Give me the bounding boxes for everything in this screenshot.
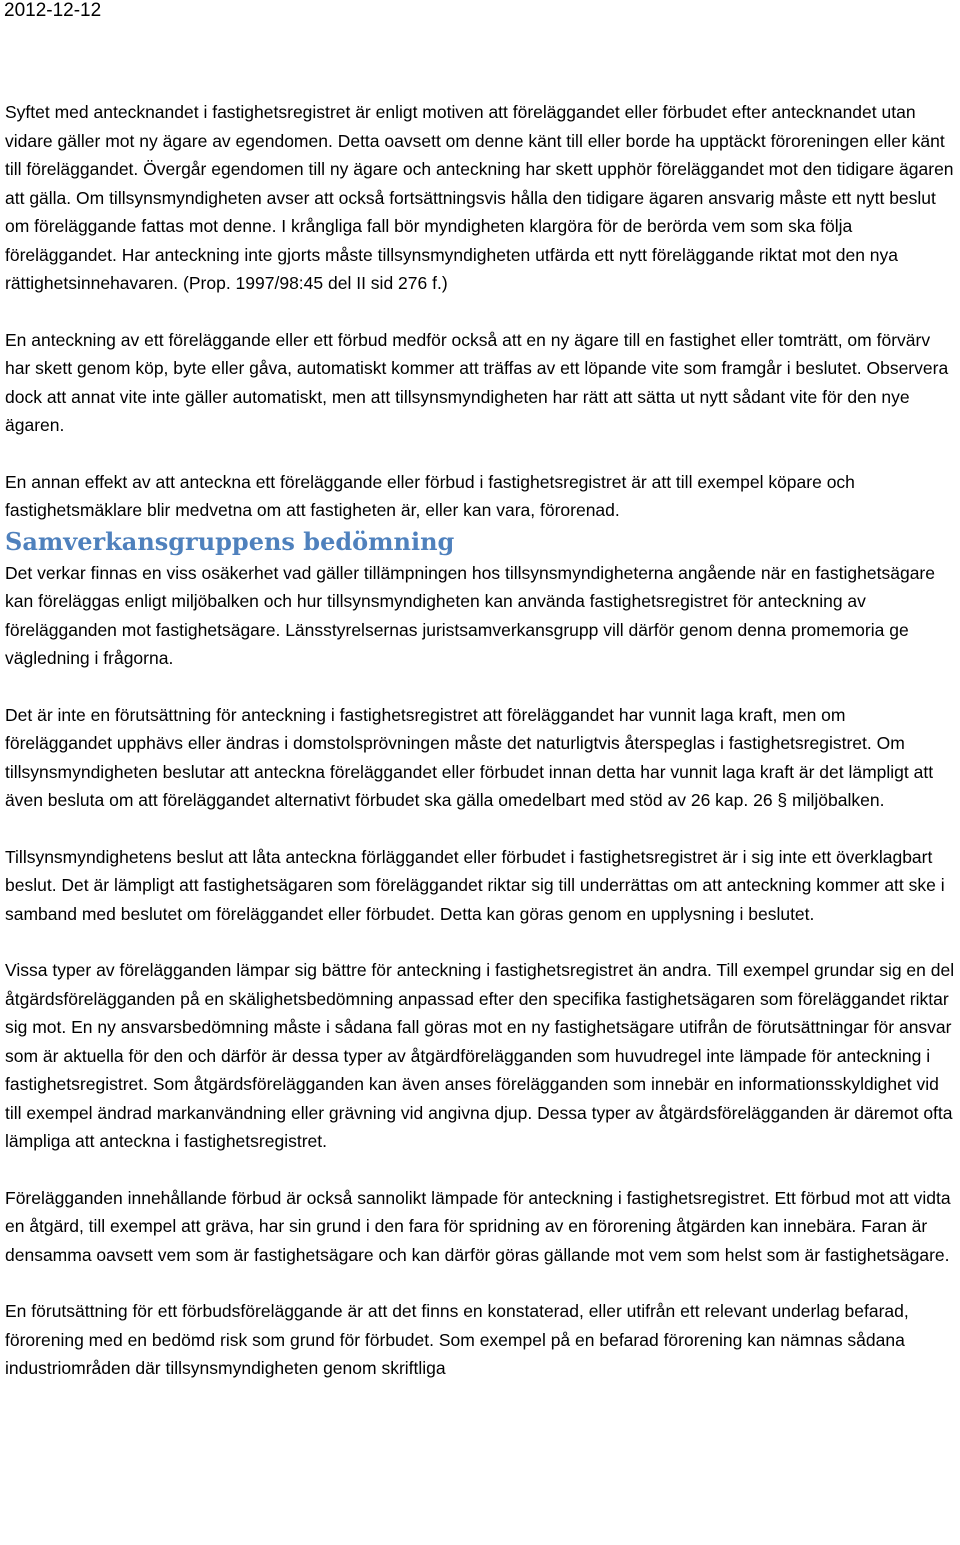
paragraph-buyer-awareness: En annan effekt av att anteckna ett föreläggande eller förbud i fastighetsregistret är att till exempel köpare och fastighetsmäklare blir medvetna om att fastigheten är, eller kan vara, förorenad. — [5, 471, 855, 520]
document-date: 2012-12-12 — [4, 0, 102, 21]
paragraph-prohibitions: Förelägganden innehållande förbud är också sannolikt lämpade för anteckning i fastighetsregistret. Ett förbud mot att vidta en åtgärd, till exempel att gräva, har sin grund i den fara för spridning av en förorening åtgärden kan innebära. Faran är densamma oavsett vem som är fastighetsägare och kan därför göras gällande mot vem som helst som är fastighetsägare. — [5, 1187, 951, 1265]
paragraph-appeal: Tillsynsmyndighetens beslut att låta anteckna förläggandet eller förbudet i fastighetsregistret är i sig inte ett överklagbart beslut. Det är lämpligt att fastighetsägaren som föreläggandet riktar sig till underrättas om att anteckning kommer att ske i samband med beslutet om föreläggandet eller förbudet. Detta kan göras genom en upplysning i beslutet. — [5, 846, 945, 924]
paragraph-order-types: Vissa typer av förelägganden lämpar sig bättre för anteckning i fastighetsregistret än andra. Till exempel grundar sig en del åtgärdsförelägganden på en skälighetsbedömning anpassad efter den specifika fastighetsägaren som föreläggandet riktar sig mot. En ny ansvarsbedömning måste i sådana fall göras mot en ny fastighetsägare utifrån de förutsättningar för ansvar som är aktuella för den och därför är dessa typer av åtgärdförelägganden som huvudregel inte lämpade för anteckning i fastighetsregistret. Som åtgärdsförelägganden kan även anses förelägganden som innebär en informationsskyldighet vid till exempel ändrad markanvändning eller grävning vid angivna djup. Dessa typer av åtgärdsförelägganden är däremot ofta lämpliga att anteckna i fastighetsregistret. — [5, 960, 955, 1151]
paragraph-legal-force: Det är inte en förutsättning för anteckning i fastighetsregistret att föreläggandet har vunnit laga kraft, men om föreläggandet upphävs eller ändras i domstolsprövningen måste det naturligtvis återspeglas i fastighetsregistret. Om tillsynsmyndigheten beslutar att anteckna föreläggandet eller förbudet innan detta har vunnit laga kraft är det lämpligt att även besluta om att föreläggandet alternativt förbudet ska gälla omedelbart med stöd av 26 kap. 26 § miljöbalken. — [5, 704, 934, 810]
paragraph-new-owner-effect: En anteckning av ett föreläggande eller ett förbud medför också att en ny ägare till en fastighet eller tomträtt, om förvärv har skett genom köp, byte eller gåva, automatiskt kommer att träffas av ett löpande vite som framgår i beslutet. Observera dock att annat vite inte gäller automatiskt, men att tillsynsmyndigheten har rätt att sätta ut nytt sådant vite för den nye ägaren. — [5, 329, 949, 435]
paragraph-prerequisite: En förutsättning för ett förbudsföreläggande är att det finns en konstaterad, eller utifrån ett relevant underlag befarad, förorening med en bedömd risk som grund för förbudet. Som exempel på en befarad förorening kan nämnas sådana industriområden där tillsynsmyndigheten genom skriftliga — [5, 1301, 909, 1378]
paragraph-uncertainty: Det verkar finnas en viss osäkerhet vad gäller tillämpningen hos tillsynsmyndigheterna angående när en fastighetsägare kan föreläggas enligt miljöbalken och hur tillsynsmyndigheten kan använda fastighetsregistret för anteckning av förelägganden mot fastighetsägare. Länsstyrelsernas juristsamverkansgrupp vill därför genom denna promemoria ge vägledning i frågorna. — [5, 562, 935, 668]
section-heading: Samverkansgruppens bedömning — [5, 526, 455, 556]
document-body — [5, 98, 956, 1383]
paragraph-record-purpose: Syftet med antecknandet i fastighetsregistret är enligt motiven att föreläggandet eller förbudet efter antecknandet utan vidare gäller mot ny ägare av egendomen. Detta oavsett om denne känt till eller borde ha upptäckt föroreningen eller känt till föreläggandet. Övergår egendomen till ny ägare och anteckning har skett upphör föreläggandet mot den tidigare ägaren att gälla. Om tillsynsmyndigheten avser att också fortsättningsvis hålla den tidigare ägaren ansvarig måste ett nytt beslut om föreläggande fattas mot denne. I krångliga fall bör myndigheten klargöra för de berörda vem som ska följa föreläggandet. Har anteckning inte gjorts måste tillsynsmyndigheten utfärda ett nytt föreläggande riktat mot den nya rättighetsinnehavaren. (Prop. 1997/98:45 del II sid 276 f.) — [5, 102, 954, 293]
